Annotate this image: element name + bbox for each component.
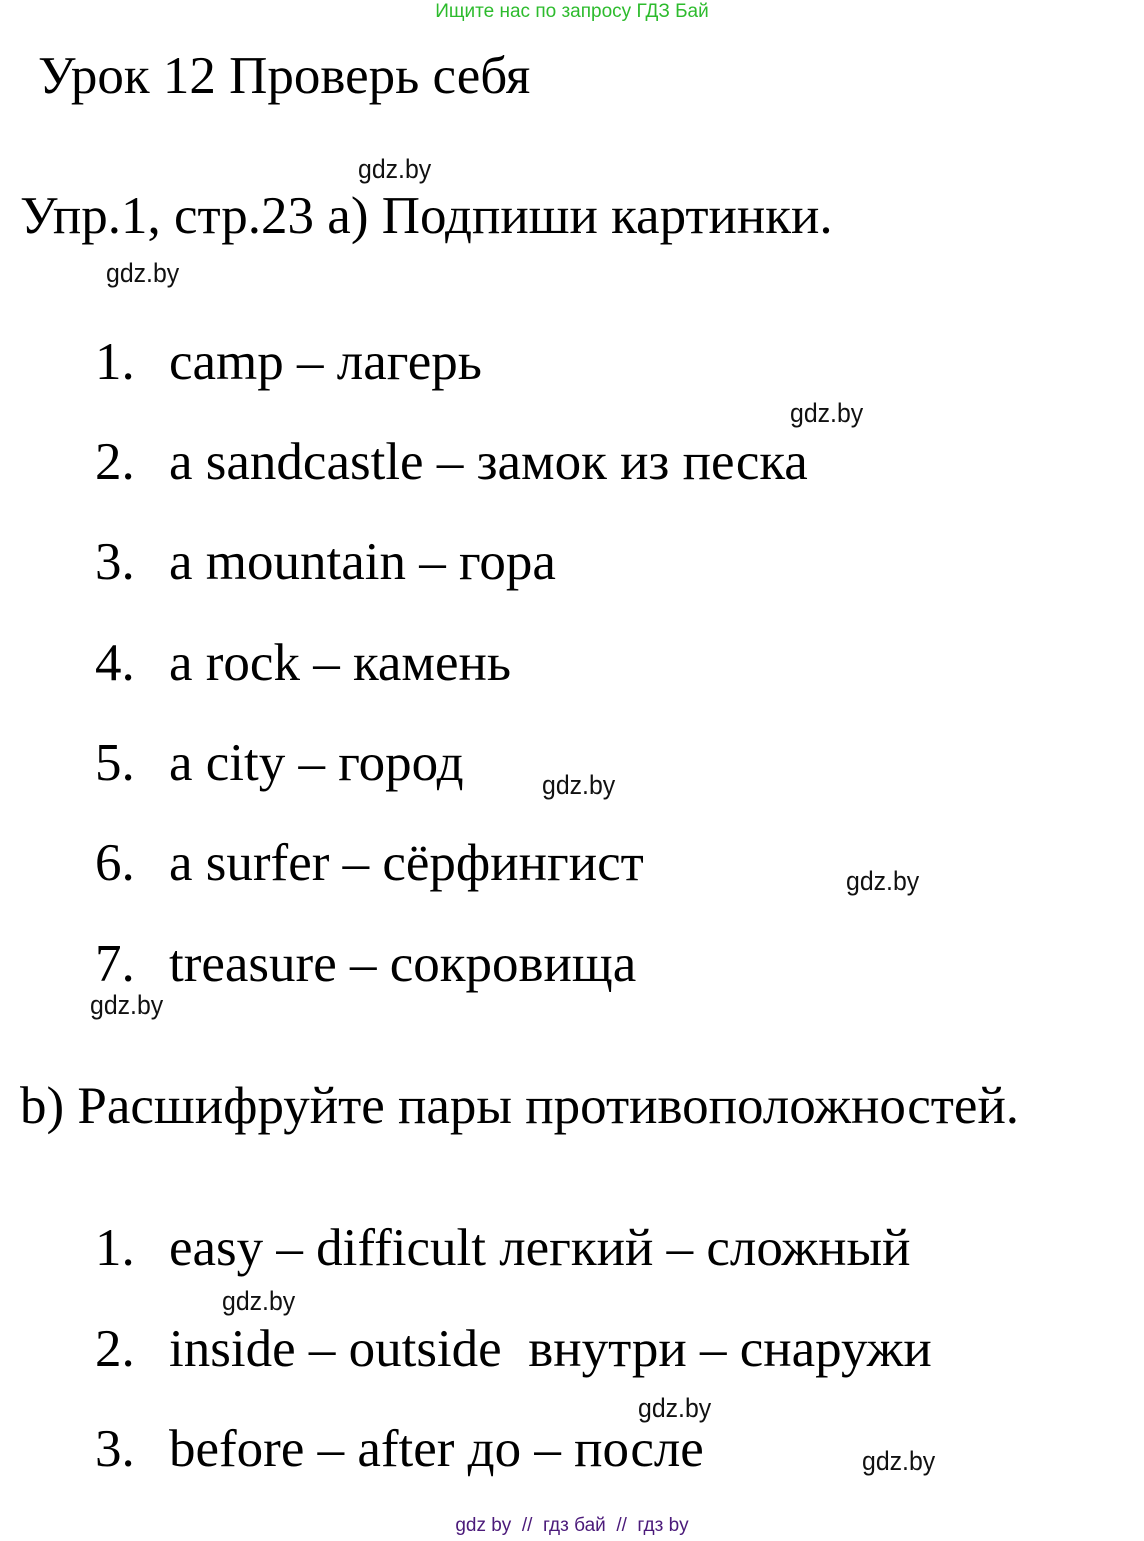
footer-watermark: gdz by // гдз бай // гдз by (455, 1515, 689, 1536)
list-item (95, 1216, 910, 1280)
list-item (95, 1317, 932, 1381)
list-item-number: 4. (95, 634, 135, 692)
list-item-number: 6. (95, 834, 135, 892)
list-item (95, 530, 556, 594)
list-item-text: a sandcastle – замок из песка (169, 433, 808, 491)
list-item (95, 831, 644, 895)
list-item-text: inside – outside внутри – снаружи (169, 1320, 932, 1378)
watermark: gdz.by (638, 1393, 712, 1423)
list-item-number: 1. (95, 1219, 135, 1277)
list-item-number: 1. (95, 333, 135, 391)
watermark: gdz.by (358, 154, 432, 184)
list-item-text: a city – город (169, 734, 464, 792)
list-item (95, 932, 636, 996)
list-item-text: easy – difficult легкий – сложный (169, 1219, 911, 1277)
watermark: gdz.by (106, 258, 180, 288)
list-item-text: a rock – камень (169, 634, 512, 692)
watermark: gdz.by (542, 770, 616, 800)
list-item-number: 2. (95, 1320, 135, 1378)
watermark: gdz.by (862, 1446, 936, 1476)
list-item-number: 7. (95, 935, 135, 993)
page-title: Урок 12 Проверь себя (38, 47, 531, 105)
list-item (95, 430, 808, 494)
list-item-text: before – after до – после (169, 1420, 704, 1478)
list-item (95, 330, 482, 394)
watermark: gdz.by (222, 1286, 296, 1316)
list-item (95, 731, 464, 795)
watermark: gdz.by (790, 398, 864, 428)
list-item-number: 5. (95, 734, 135, 792)
list-item (95, 631, 511, 695)
list-item-number: 3. (95, 533, 135, 591)
watermark: gdz.by (90, 990, 164, 1020)
section-a-heading: Упр.1, стр.23 a) Подпиши картинки. (20, 187, 833, 245)
list-item-text: camp – лагерь (169, 333, 482, 391)
list-item-text: a mountain – гора (169, 533, 556, 591)
list-item-text: a surfer – сёрфингист (169, 834, 644, 892)
list-item-number: 2. (95, 433, 135, 491)
list-item-text: treasure – сокровища (169, 935, 637, 993)
watermark: gdz.by (846, 866, 920, 896)
list-item-number: 3. (95, 1420, 135, 1478)
top-banner: Ищите нас по запросу ГДЗ Бай (435, 1, 709, 22)
section-b-heading: b) Расшифруйте пары противоположностей. (20, 1077, 1020, 1135)
list-item (95, 1417, 704, 1481)
